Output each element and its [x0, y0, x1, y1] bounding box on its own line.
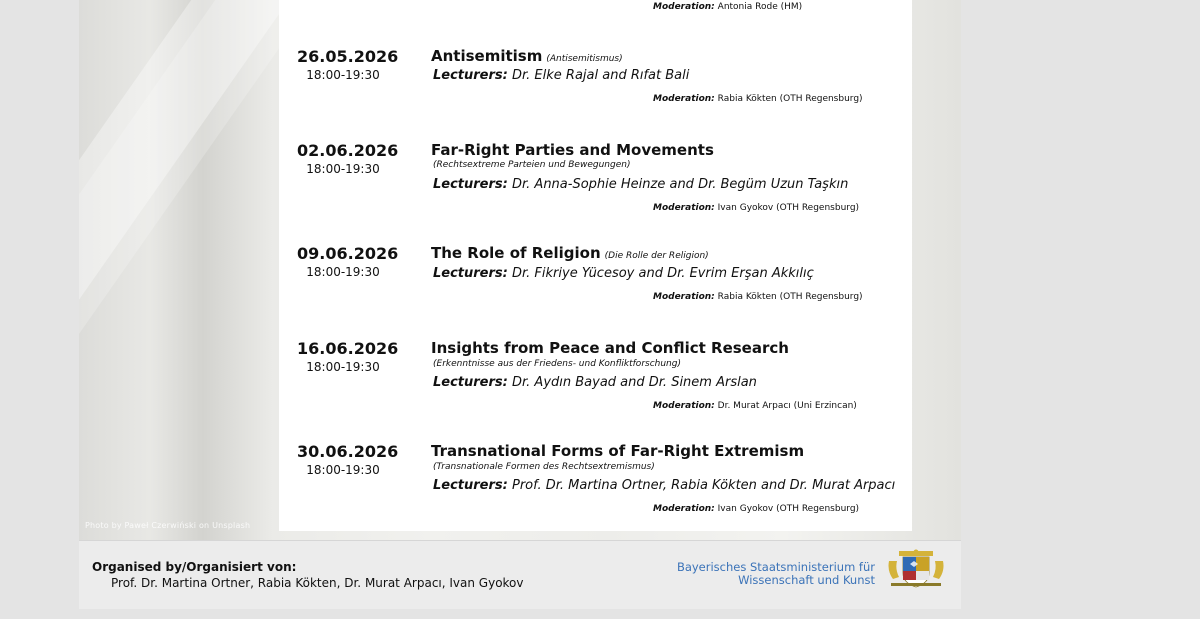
- event-lecturers: Lecturers: Prof. Dr. Martina Ortner, Rabia Kökten and Dr. Murat Arpacı: [433, 478, 896, 493]
- event-moderation: Moderation: Rabia Kökten (OTH Regensburg): [653, 94, 863, 104]
- event-lecturers: Lecturers: Dr. Fikriye Yücesoy and Dr. Evrim Erşan Akkılıç: [433, 266, 814, 281]
- event-lecturers: Lecturers: Dr. Aydın Bayad and Dr. Sinem Arslan: [433, 375, 757, 390]
- event-subtitle: (Erkenntnisse aus der Friedens- und Konfliktforschung): [433, 359, 681, 369]
- program-panel: [279, 0, 912, 531]
- event-moderation: Moderation: Ivan Gyokov (OTH Regensburg): [653, 504, 860, 514]
- event-time: 18:00-19:30: [306, 162, 380, 176]
- event-title: Transnational Forms of Far-Right Extremism: [431, 442, 805, 460]
- event-lecturers: Lecturers: Dr. Elke Rajal and Rıfat Bali: [433, 68, 690, 83]
- event-date: 30.06.2026: [297, 442, 399, 461]
- footer: [79, 540, 961, 609]
- event-date: 02.06.2026: [297, 141, 399, 160]
- organisers-heading: Organised by/Organisiert von:: [92, 560, 297, 574]
- event-subtitle: (Rechtsextreme Parteien und Bewegungen): [433, 160, 631, 170]
- event-lecturers: Lecturers: Dr. Anna-Sophie Heinze and Dr. Begüm Uzun Taşkın: [433, 177, 849, 192]
- event-moderation: Moderation: Dr. Murat Arpacı (Uni Erzincan): [653, 401, 857, 411]
- ministry-logo-text: Bayerisches Staatsministerium für Wissenschaft und Kunst: [676, 560, 875, 587]
- event-moderation: Moderation: Rabia Kökten (OTH Regensburg): [653, 292, 863, 302]
- event-subtitle: (Transnationale Formen des Rechtsextremismus): [433, 462, 655, 472]
- event-subtitle: (Die Rolle der Religion): [604, 251, 709, 261]
- event-time: 18:00-19:30: [306, 265, 380, 279]
- event-moderation: Moderation: Ivan Gyokov (OTH Regensburg): [653, 203, 860, 213]
- bavarian-coat-of-arms-icon: [885, 549, 947, 589]
- poster-background: [79, 0, 961, 540]
- previous-moderation: Moderation: Antonia Rode (HM): [653, 2, 803, 12]
- event-title: Far-Right Parties and Movements: [431, 141, 714, 159]
- photo-credit: Photo by Paweł Czerwiński on Unsplash: [85, 521, 251, 530]
- event-date: 26.05.2026: [297, 47, 399, 66]
- event-date: 09.06.2026: [297, 244, 399, 263]
- event-subtitle: (Antisemitismus): [546, 54, 623, 64]
- event-date: 16.06.2026: [297, 339, 399, 358]
- event-title: Antisemitism (Antisemitismus): [431, 47, 623, 65]
- event-title: Insights from Peace and Conflict Research: [431, 339, 789, 357]
- organisers-names: Prof. Dr. Martina Ortner, Rabia Kökten, Dr. Murat Arpacı, Ivan Gyokov: [111, 576, 524, 590]
- event-time: 18:00-19:30: [306, 360, 380, 374]
- event-title: The Role of Religion (Die Rolle der Religion): [431, 244, 709, 262]
- event-time: 18:00-19:30: [306, 68, 380, 82]
- event-time: 18:00-19:30: [306, 463, 380, 477]
